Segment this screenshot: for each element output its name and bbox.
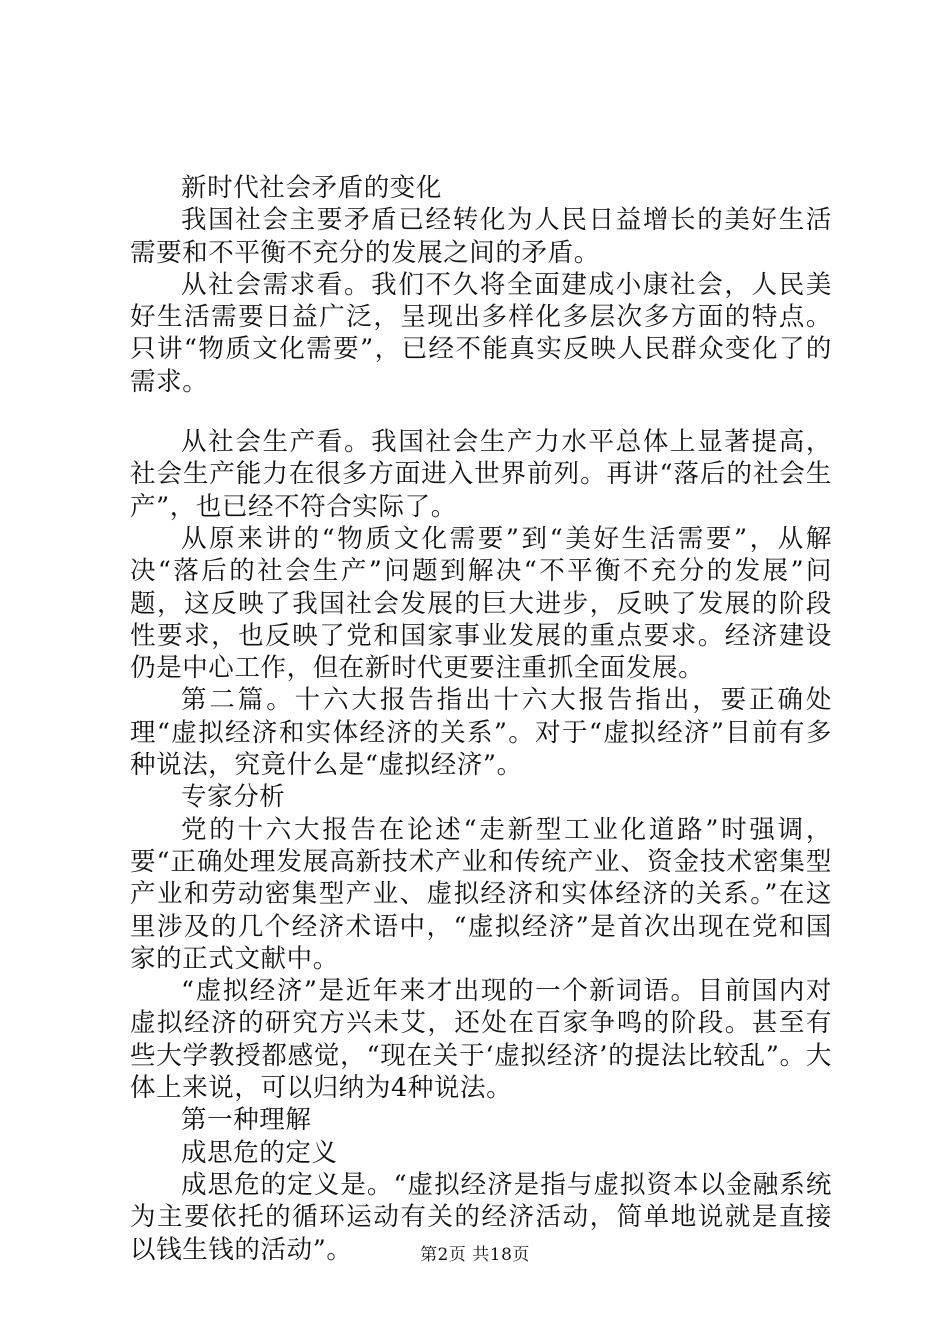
section-heading: 成思危的定义 xyxy=(181,1137,338,1168)
body-paragraph: 我国社会主要矛盾已经转化为人民日益增长的美好生活需要和不平衡不充分的发展之间的矛盾。 xyxy=(130,205,832,268)
body-paragraph: 第二篇。十六大报告指出十六大报告指出，要正确处理“虚拟经济和实体经济的关系”。对于“虚拟经济”目前有多种说法，究竟什么是“虚拟经济”。 xyxy=(130,685,832,781)
body-paragraph: 从社会需求看。我们不久将全面建成小康社会，人民美好生活需要日益广泛，呈现出多样化多层次多方面的特点。只讲“物质文化需要”，已经不能真实反映人民群众变化了的需求。 xyxy=(130,269,832,397)
body-paragraph: 从原来讲的“物质文化需要”到“美好生活需要”，从解决“落后的社会生产”问题到解决“不平衡不充分的发展”问题，这反映了我国社会发展的巨大进步，反映了发展的阶段性要求，也反映了党和国家事业发展的重点要求。经济建设仍是中心工作，但在新时代更要注重抓全面发展。 xyxy=(130,523,832,684)
section-heading: 专家分析 xyxy=(181,782,286,813)
document-body xyxy=(130,172,832,1266)
section-heading: 新时代社会矛盾的变化 xyxy=(181,173,443,203)
body-paragraph: “虚拟经济”是近年来才出现的一个新词语。目前国内对虚拟经济的研究方兴未艾，还处在百家争鸣的阶段。甚至有些大学教授都感觉，“现在关于‘虚拟经济’的提法比较乱”。大体上来说，可以归纳为4种说法。 xyxy=(130,976,832,1104)
section-heading: 第一种理解 xyxy=(181,1105,312,1136)
body-paragraph: 党的十六大报告在论述“走新型工业化道路”时强调，要“正确处理发展高新技术产业和传统产业、资金技术密集型产业和劳动密集型产业、虚拟经济和实体经济的关系。”在这里涉及的几个经济术语中，“虚拟经济”是首次出现在党和国家的正式文献中。 xyxy=(130,814,832,974)
body-paragraph: 从社会生产看。我国社会生产力水平总体上显著提高，社会生产能力在很多方面进入世界前列。再讲“落后的社会生产”，也已经不符合实际了。 xyxy=(130,427,832,522)
body-paragraph: 成思危的定义是。“虚拟经济是指与虚拟资本以金融系统为主要依托的循环运动有关的经济活动，简单地说就是直接以钱生钱的活动”。 xyxy=(130,1169,832,1265)
page-number: 第2页 共18页 xyxy=(420,1245,530,1265)
